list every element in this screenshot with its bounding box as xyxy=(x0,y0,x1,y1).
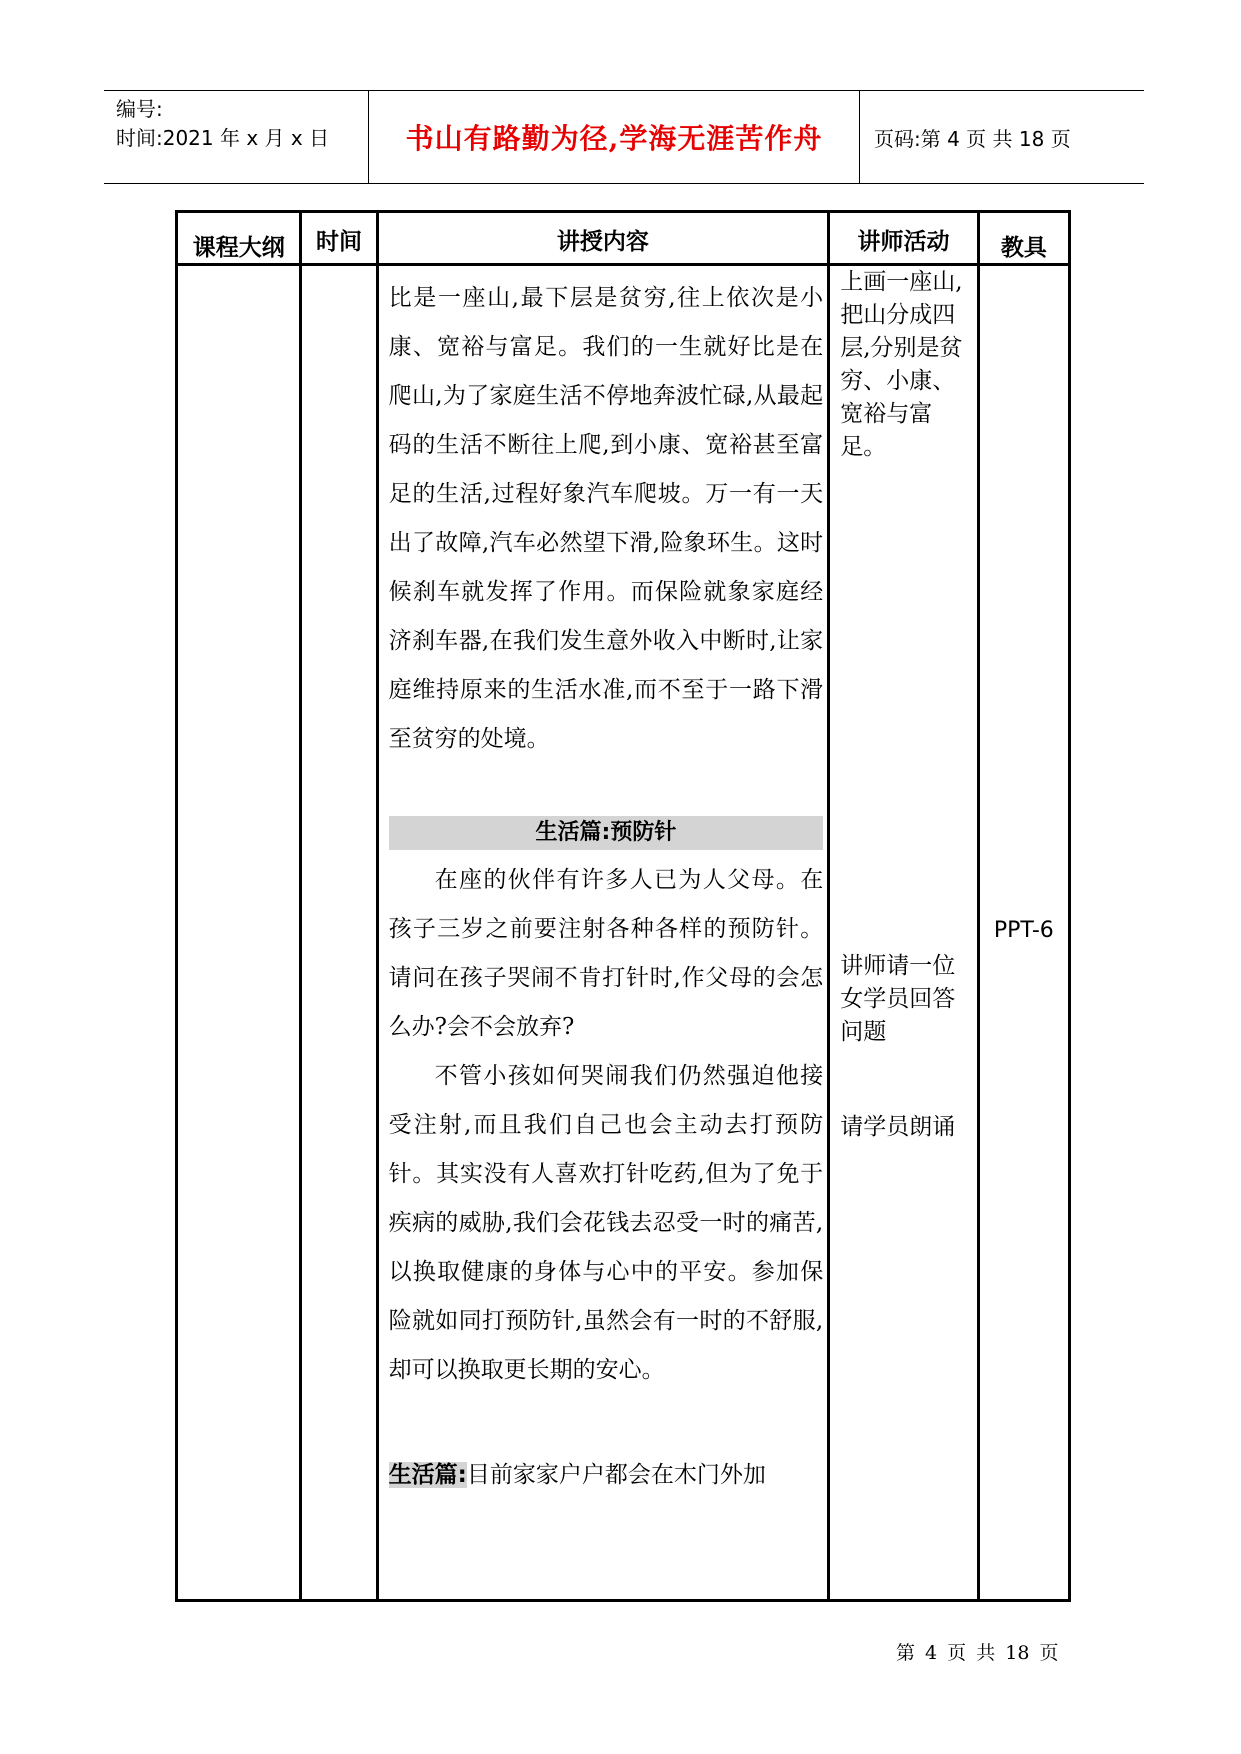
page-header xyxy=(104,90,1144,184)
content-paragraph: 比是一座山,最下层是贫穷,往上依次是小康、宽裕与富足。我们的一生就好比是在爬山,为了家庭生活不停地奔波忙碌,从最起码的生活不断往上爬,到小康、宽裕甚至富足的生活,过程好象汽车爬坡。万一有一天出了故障,汽车必然望下滑,险象环生。这时候刹车就发挥了作用。而保险就象家庭经济刹车器,在我们发生意外收入中断时,让家庭维持原来的生活水准,而不至于一路下滑至贫穷的处境。 xyxy=(388,285,824,752)
header-divider xyxy=(859,91,860,183)
content-paragraph: 不管小孩如何哭闹我们仍然强迫他接受注射,而且我们自己也会主动去打预防针。其实没有人喜欢打针吃药,但为了免于疾病的威胁,我们会花钱去忍受一时的痛苦,以换取健康的身体与心中的平安。参加保险就如同打预防针,虽然会有一时的不舒服,却可以换取更长期的安心。 xyxy=(388,1063,824,1383)
content-paragraph: 在座的伙伴有许多人已为人父母。在孩子三岁之前要注射各种各样的预防针。请问在孩子哭闹不肯打针时,作父母的会怎么办?会不会放弃? xyxy=(388,867,824,1040)
header-motto: 书山有路勤为径,学海无涯苦作舟 xyxy=(405,122,823,155)
column-header-content: 讲授内容 xyxy=(379,213,828,263)
document-number-label: 编号: xyxy=(116,97,163,121)
activity-note: 讲师请一位女学员回答问题 xyxy=(840,953,956,1045)
activity-note: 请学员朗诵 xyxy=(840,1114,956,1140)
tools-cell xyxy=(980,266,1068,1599)
table-header-row xyxy=(178,213,1068,263)
content-paragraph xyxy=(389,1451,824,1500)
outline-cell xyxy=(178,266,299,1599)
activity-note: 上画一座山,把山分成四层,分别是贫穷、小康、宽裕与富足。 xyxy=(840,269,963,460)
document-time-label: 时间:2021 年 x 月 x 日 xyxy=(116,126,330,150)
section-text: 目前家家户户都会在木门外加 xyxy=(466,1462,766,1488)
column-header-outline: 课程大纲 xyxy=(178,213,299,263)
tool-label: PPT-6 xyxy=(993,918,1054,943)
section-label: 生活篇: xyxy=(388,1462,467,1488)
table-row xyxy=(178,266,1068,1599)
page-footer: 第 4 页 共 18 页 xyxy=(896,1642,1059,1664)
header-meta xyxy=(116,95,366,153)
header-page-number: 页码:第 4 页 共 18 页 xyxy=(874,126,1071,151)
course-outline-table xyxy=(175,210,1071,1602)
time-cell xyxy=(302,266,375,1599)
section-title: 生活篇:预防针 xyxy=(389,816,824,850)
spacer xyxy=(389,1395,824,1451)
content-cell xyxy=(379,266,828,1599)
column-header-activity: 讲师活动 xyxy=(830,213,977,263)
column-header-tools: 教具 xyxy=(980,213,1068,263)
activity-cell xyxy=(830,266,977,1599)
column-header-time: 时间 xyxy=(302,213,375,263)
